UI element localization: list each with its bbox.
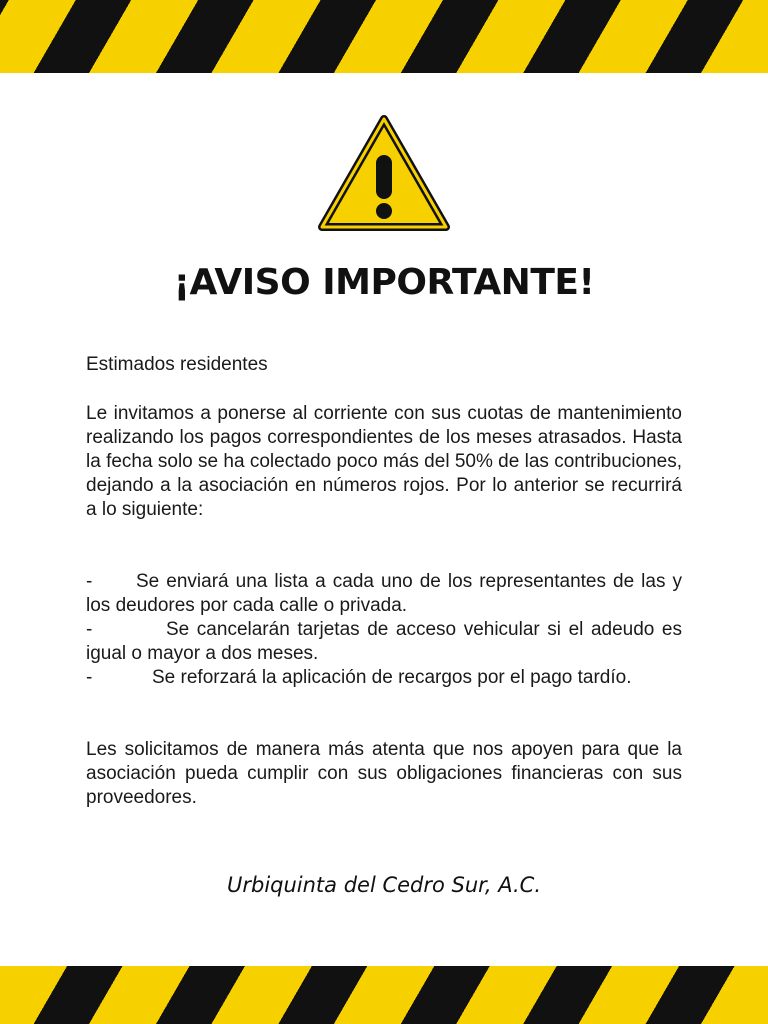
top-hazard-stripe xyxy=(0,0,768,73)
list-item-text: Se cancelarán tarjetas de acceso vehicular si el adeudo es igual o mayor a dos meses. xyxy=(86,619,682,664)
list-marker: - xyxy=(86,571,93,592)
measures-list xyxy=(86,570,682,690)
list-item xyxy=(86,666,682,690)
warning-icon xyxy=(318,115,450,233)
list-item xyxy=(86,570,682,618)
intro-paragraph: Le invitamos a ponerse al corriente con sus cuotas de mantenimiento realizando los pagos correspondientes de los meses atrasados. Hasta la fecha solo se ha colectado poco más del 50% de las contribuciones, dejando a la asociación en números rojos. Por lo anterior se recurrirá a lo siguiente: xyxy=(86,403,682,520)
list-marker: - xyxy=(86,619,93,640)
closing-paragraph: Les solicitamos de manera más atenta que nos apoyen para que la asociación pueda cumplir con sus obligaciones financieras con sus proveedores. xyxy=(86,739,682,808)
signature: Urbiquinta del Cedro Sur, A.C. xyxy=(226,873,542,897)
list-item-text: Se reforzará la aplicación de recargos por el pago tardío. xyxy=(152,667,632,688)
greeting: Estimados residentes xyxy=(86,354,268,375)
list-item xyxy=(86,618,682,666)
list-item-text: Se enviará una lista a cada uno de los representantes de las y los deudores por cada calle o privada. xyxy=(86,571,682,616)
list-marker: - xyxy=(86,667,93,688)
bottom-hazard-stripe xyxy=(0,966,768,1024)
page-title: ¡AVISO IMPORTANTE! xyxy=(173,262,595,303)
